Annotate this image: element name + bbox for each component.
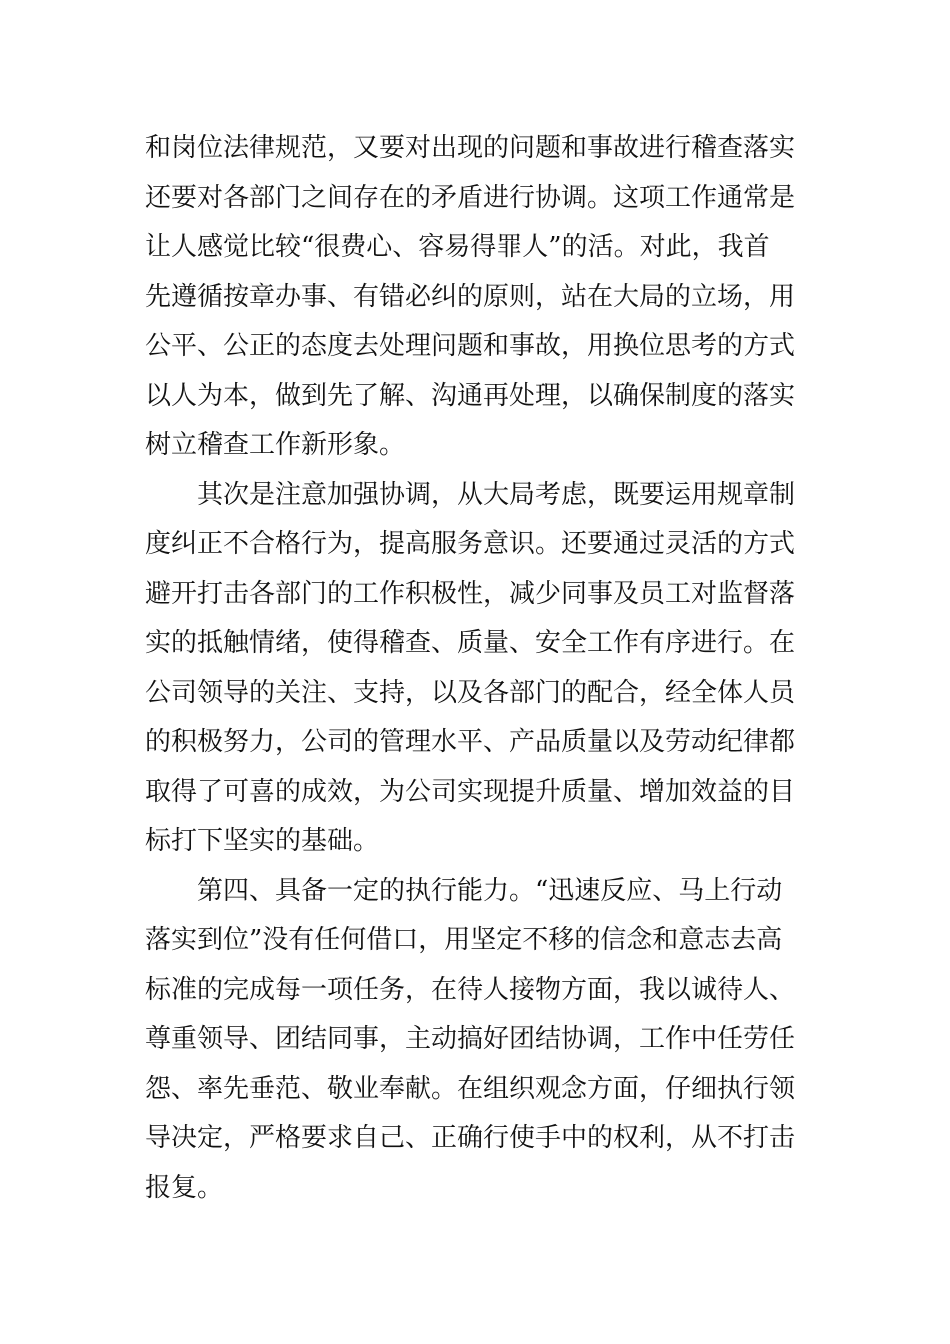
paragraph-line: 和岗位法律规范，又要对出现的问题和事故进行稽查落实 [145, 133, 796, 163]
document-body [145, 124, 810, 1213]
paragraph-2 [145, 471, 810, 867]
paragraph-line: 先遵循按章办事、有错必纠的原则，站在大局的立场，用 [145, 281, 796, 312]
paragraph-line: 尊重领导、团结同事，主动搞好团结协调，工作中任劳任 [145, 1024, 796, 1054]
paragraph-line: 公司领导的关注、支持，以及各部门的配合，经全体人员 [145, 677, 796, 708]
paragraph-line: 树立稽查工作新形象。 [145, 430, 406, 460]
paragraph-line: 度纠正不合格行为，提高服务意识。还要通过灵活的方式 [145, 529, 796, 559]
paragraph-line: 避开打击各部门的工作积极性，减少同事及员工对监督落 [145, 578, 796, 609]
paragraph-line: 的积极努力，公司的管理水平、产品质量以及劳动纪律都 [145, 727, 796, 757]
paragraph-line: 公平、公正的态度去处理问题和事故，用换位思考的方式 [145, 331, 796, 361]
paragraph-line: 让人感觉比较“很费心、容易得罪人”的活。对此，我首 [145, 232, 770, 262]
paragraph-line: 落实到位”没有任何借口，用坚定不移的信念和意志去高 [145, 925, 783, 955]
paragraph-line: 导决定，严格要求自己、正确行使手中的权利，从不打击 [145, 1123, 796, 1153]
paragraph-line: 以人为本，做到先了解、沟通再处理，以确保制度的落实 [145, 380, 796, 411]
paragraph-1 [145, 124, 810, 471]
paragraph-line: 报复。 [145, 1172, 224, 1203]
paragraph-line: 标打下坚实的基础。 [145, 826, 380, 856]
paragraph-line: 标准的完成每一项任务，在待人接物方面，我以诚待人、 [145, 974, 796, 1005]
paragraph-line: 取得了可喜的成效，为公司实现提升质量、增加效益的目 [145, 776, 796, 807]
paragraph-line: 其次是注意加强协调，从大局考虑，既要运用规章制 [197, 479, 796, 510]
paragraph-3 [145, 867, 810, 1214]
paragraph-line: 实的抵触情绪，使得稽查、质量、安全工作有序进行。在 [145, 628, 796, 658]
paragraph-line: 怨、率先垂范、敬业奉献。在组织观念方面，仔细执行领 [145, 1073, 796, 1104]
paragraph-line: 第四、具备一定的执行能力。“迅速反应、马上行动 [197, 875, 783, 906]
paragraph-line: 还要对各部门之间存在的矛盾进行协调。这项工作通常是 [145, 182, 796, 213]
